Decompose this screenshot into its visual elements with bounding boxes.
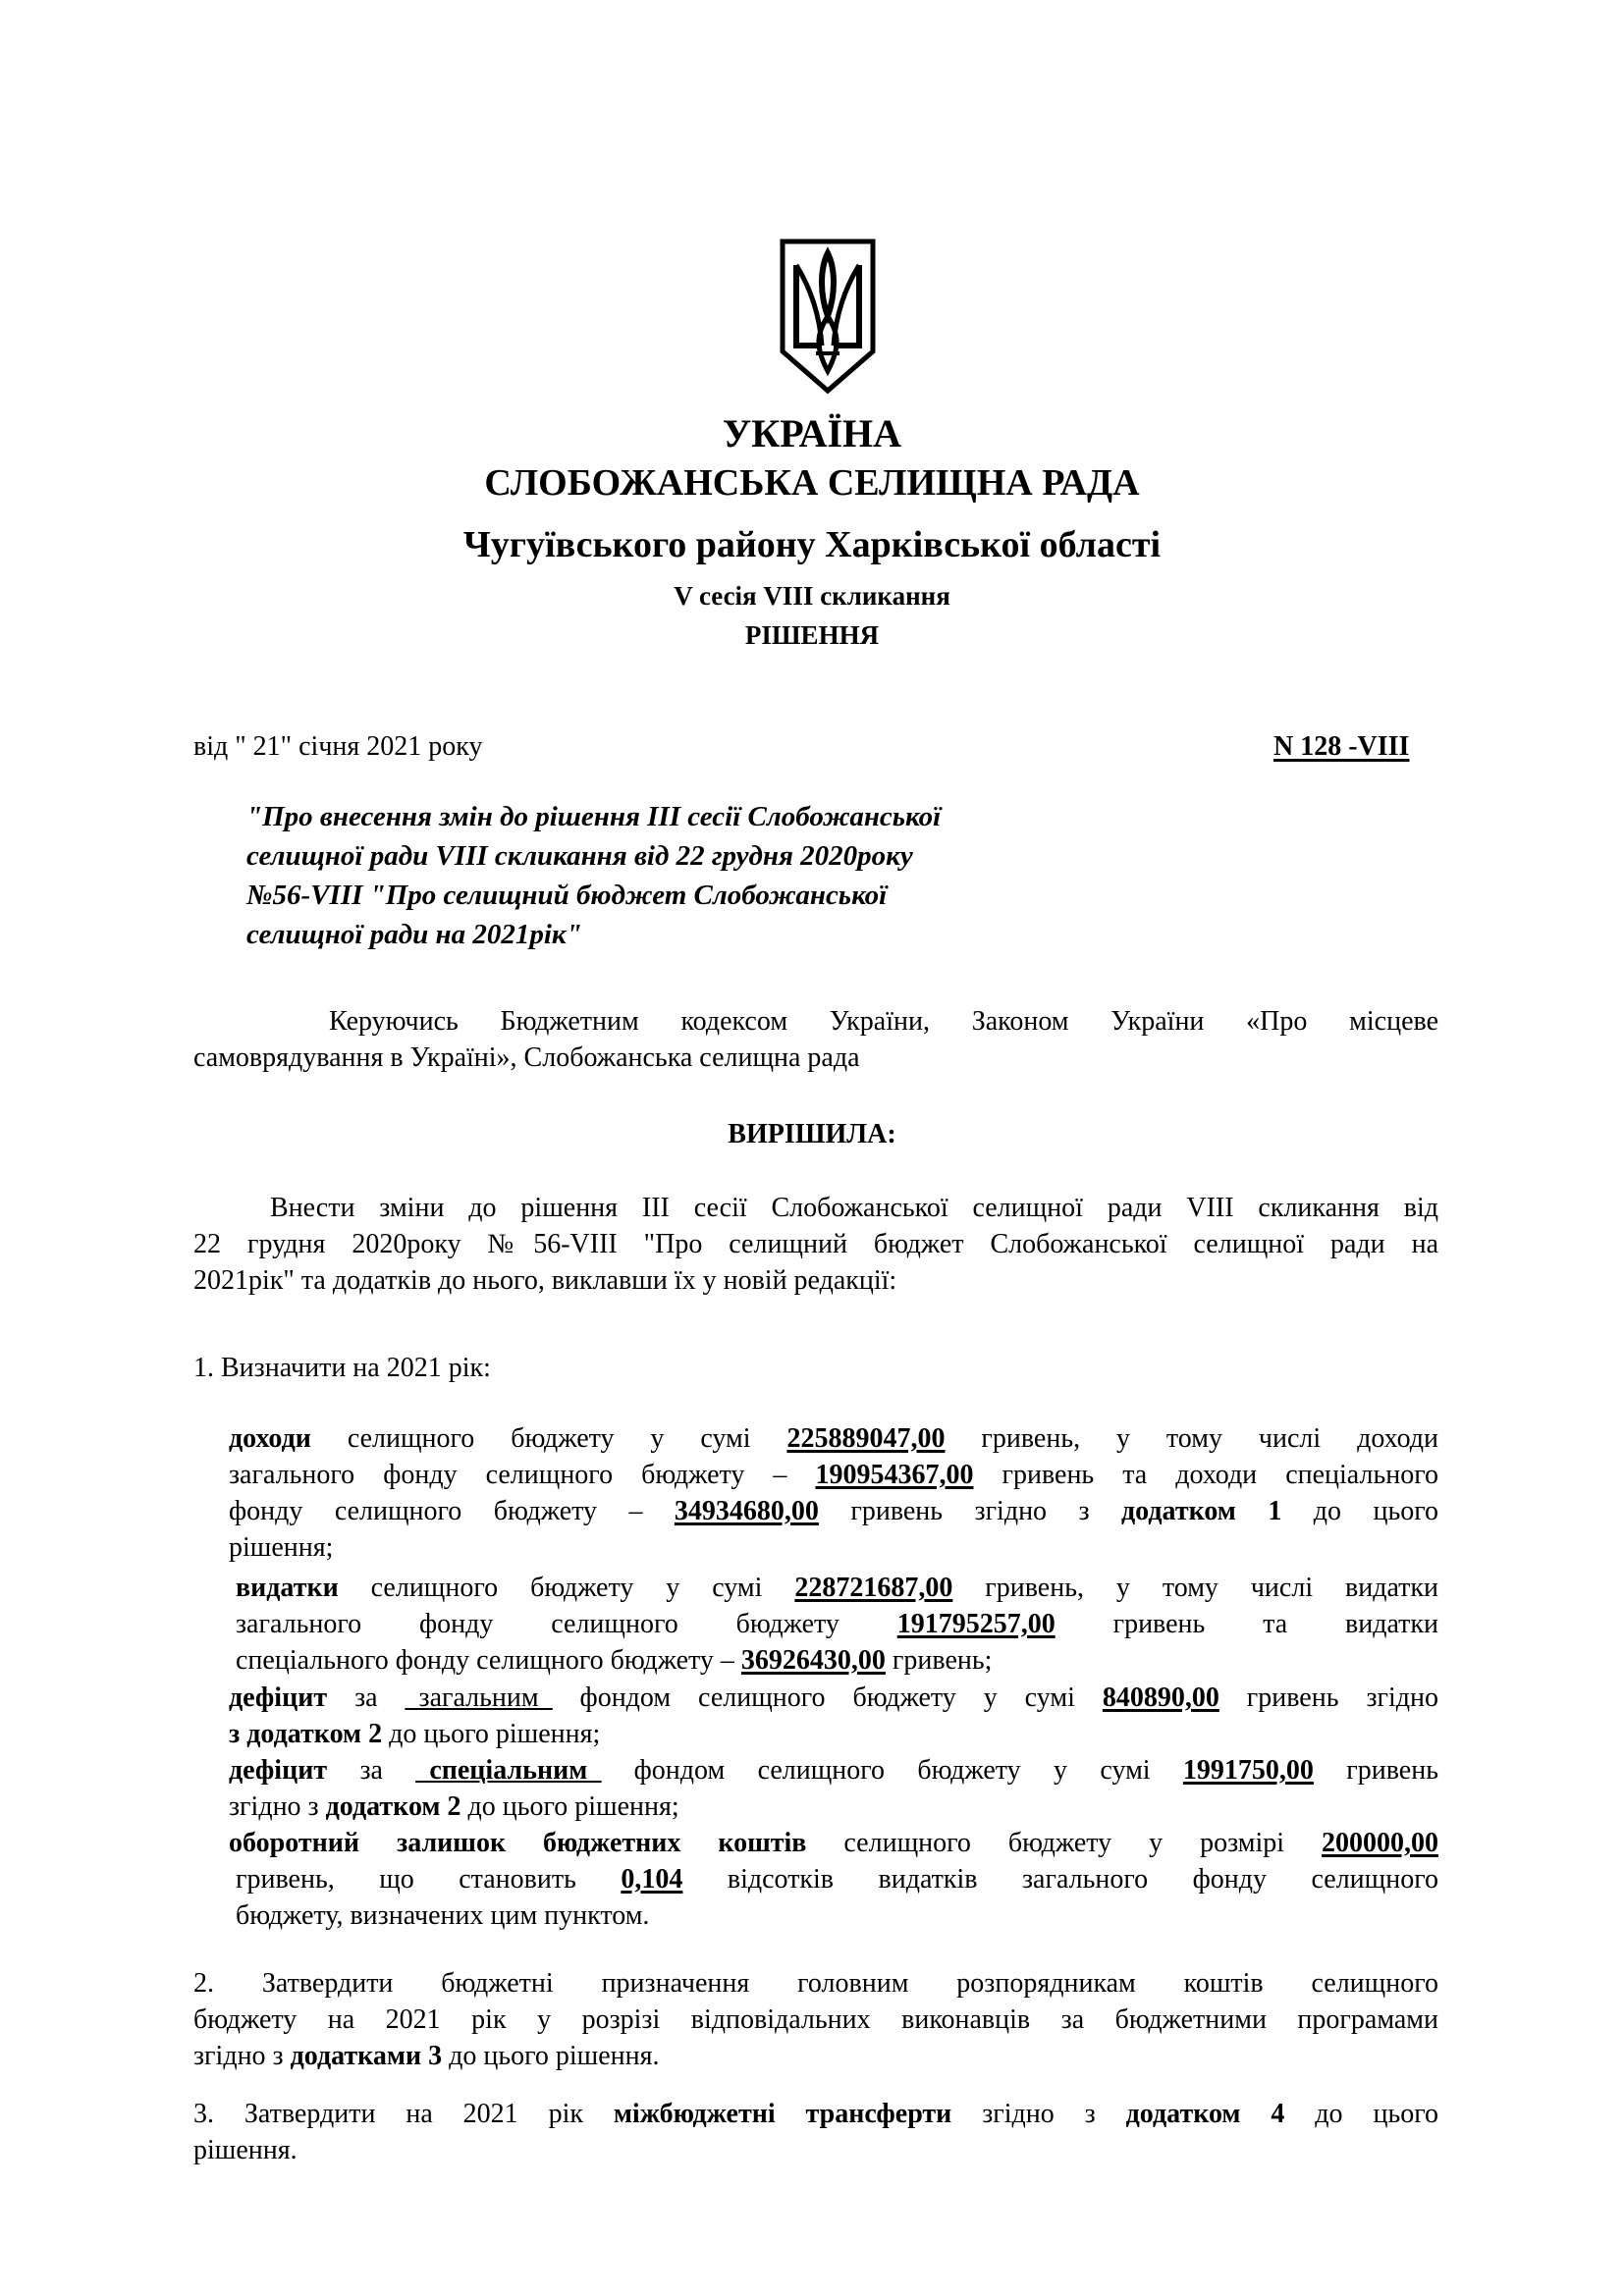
- text: 2. Затвердити бюджетні призначення головним розпорядникам коштів селищного: [193, 1968, 1438, 1999]
- intro-line: 2021рік" та додатків до нього, виклавши їх у новій редакції:: [193, 1265, 897, 1296]
- title-line: селищної ради на 2021рік": [246, 919, 582, 950]
- text: гривень та доходи спеціального: [973, 1460, 1438, 1490]
- deficit-general-amount: 840890,00: [1102, 1682, 1219, 1713]
- text: згідно з: [193, 2041, 291, 2071]
- income-total: 225889047,00: [786, 1423, 946, 1454]
- annex-ref: додатком 4: [1125, 2099, 1285, 2129]
- text: гривень згідно з: [818, 1496, 1122, 1526]
- text: фондом селищного бюджету у сумі: [552, 1682, 1103, 1713]
- text: загального фонду селищного бюджету –: [229, 1460, 816, 1490]
- reserve-amount: 200000,00: [1322, 1828, 1439, 1858]
- text: згідно з: [229, 1791, 326, 1822]
- income-special-fund: 34934680,00: [674, 1496, 819, 1526]
- text: фонду селищного бюджету –: [229, 1496, 675, 1526]
- document-type-heading: РІШЕННЯ: [744, 620, 880, 650]
- reserve-block: [229, 1825, 1438, 1934]
- text: загального фонду селищного бюджету: [236, 1609, 839, 1639]
- deficit-special-amount: 1991750,00: [1182, 1755, 1314, 1786]
- fund-type-special: _спеціальним_: [415, 1755, 602, 1786]
- text: фондом селищного бюджету у сумі: [601, 1755, 1183, 1786]
- annex-ref: з додатком 2: [229, 1719, 383, 1749]
- income-label: доходи: [229, 1423, 311, 1454]
- income-block: [229, 1420, 1438, 1566]
- title-line: селищної ради VІІІ скликання від 22 грудня 2020року: [246, 840, 913, 872]
- expenses-total: 228721687,00: [794, 1573, 953, 1603]
- deficit-general-block: [229, 1680, 1438, 1752]
- text: 3. Затвердити на 2021 рік: [193, 2099, 614, 2129]
- intro-paragraph: [193, 1190, 1438, 1299]
- decision-title: [246, 797, 941, 954]
- district-heading: Чугуївського району Харківської області: [462, 524, 1162, 565]
- text: бюджету, визначених цим пунктом.: [236, 1900, 650, 1931]
- annex-ref: додатками 3: [290, 2041, 443, 2071]
- deficit-special-block: [229, 1752, 1438, 1825]
- text: гривень, у тому числі доходи: [945, 1423, 1438, 1454]
- intro-line: Внести зміни до рішення ІІІ сесії Слобожанської селищної ради VІІІ скликання від: [270, 1193, 1438, 1223]
- text: селищного бюджету у розмірі: [806, 1828, 1323, 1858]
- council-heading: СЛОБОЖАНСЬКА СЕЛИЩНА РАДА: [484, 462, 1140, 504]
- title-line: №56-VIII "Про селищний бюджет Слобожанської: [246, 880, 888, 911]
- text: за: [327, 1755, 416, 1786]
- expenses-block: [236, 1570, 1438, 1679]
- deficit-label: дефіцит: [229, 1682, 328, 1713]
- text: спеціального фонду селищного бюджету –: [236, 1645, 741, 1676]
- text: рішення;: [229, 1532, 334, 1563]
- deficit-label: дефіцит: [229, 1755, 328, 1786]
- text: згідно з: [951, 2099, 1126, 2129]
- text: відсотків видатків загального фонду селищного: [682, 1864, 1438, 1895]
- text: гривень: [1313, 1755, 1438, 1786]
- text: до цього: [1284, 2099, 1439, 2129]
- text: до цього: [1281, 1496, 1439, 1526]
- preamble-line: самоврядування в Україні», Слобожанська селищна рада: [193, 1042, 860, 1073]
- text: селищного бюджету у сумі: [338, 1573, 795, 1603]
- text: гривень;: [885, 1645, 993, 1676]
- preamble: [193, 1003, 1438, 1076]
- resolved-heading: ВИРІШИЛА:: [728, 1119, 896, 1149]
- text: гривень, у тому числі видатки: [952, 1573, 1439, 1603]
- text: гривень, що становить: [236, 1864, 622, 1895]
- decision-number: N 128 -VIII: [1273, 731, 1410, 762]
- country-heading: УКРАЇНА: [722, 411, 902, 455]
- text: до цього рішення.: [442, 2041, 660, 2071]
- transfers-label: міжбюджетні трансферти: [613, 2099, 952, 2129]
- text: до цього рішення;: [382, 1719, 601, 1749]
- fund-type-general: _загальним_: [405, 1682, 553, 1713]
- reserve-percent: 0,104: [621, 1864, 683, 1895]
- text: рішення.: [193, 2135, 298, 2165]
- text: бюджету на 2021 рік у розрізі відповідальних виконавців за бюджетними програмами: [193, 2004, 1438, 2035]
- expenses-label: видатки: [236, 1573, 339, 1603]
- text: до цього рішення;: [460, 1791, 679, 1822]
- preamble-line: Керуючись Бюджетним кодексом України, Законом України «Про місцеве: [329, 1006, 1438, 1037]
- text: гривень та видатки: [1055, 1609, 1438, 1639]
- text: за: [327, 1682, 406, 1713]
- expenses-general-fund: 191795257,00: [896, 1609, 1056, 1639]
- decision-date: від " 21" січня 2021 року: [193, 731, 483, 762]
- intro-line: 22 грудня 2020року №56-VIII "Про селищний бюджет Слобожанської селищної ради на: [193, 1229, 1438, 1259]
- item-2-paragraph: [193, 1965, 1438, 2074]
- reserve-label: оборотний залишок бюджетних коштів: [229, 1828, 807, 1858]
- text: гривень згідно: [1218, 1682, 1438, 1713]
- title-line: "Про внесення змін до рішення ІІІ сесії Слобожанської: [246, 801, 942, 832]
- income-general-fund: 190954367,00: [815, 1460, 974, 1490]
- annex-ref: додатком 1: [1121, 1496, 1282, 1526]
- annex-ref: додатком 2: [325, 1791, 461, 1822]
- item-1-heading: 1. Визначити на 2021 рік:: [193, 1353, 491, 1383]
- text: селищного бюджету у сумі: [310, 1423, 787, 1454]
- expenses-special-fund: 36926430,00: [740, 1645, 886, 1676]
- item-3-paragraph: [193, 2096, 1438, 2168]
- coat-of-arms-icon: [779, 236, 877, 395]
- session-heading: V сесія VIII скликання: [674, 581, 950, 611]
